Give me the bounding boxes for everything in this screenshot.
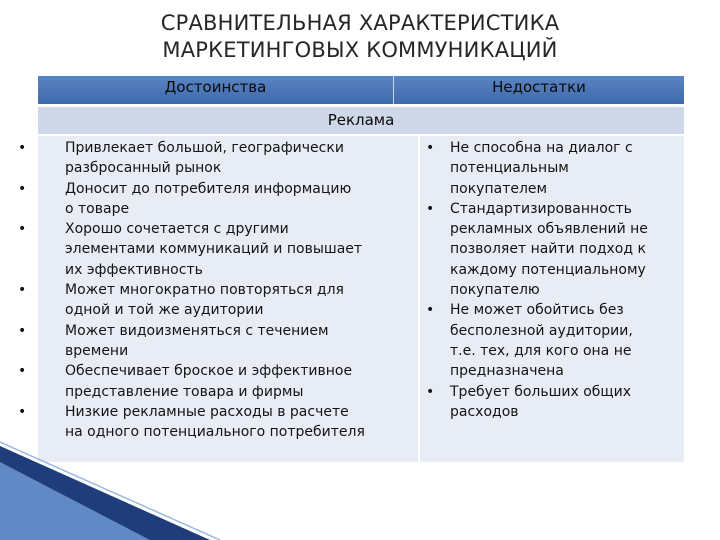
disadvantage-item xyxy=(420,138,684,199)
list-item-text-line: рекламных объявлений не xyxy=(450,221,648,238)
bullet-marker: • xyxy=(426,200,435,217)
list-item-text-line: каждому потенциальному xyxy=(450,261,646,278)
advantages-cell xyxy=(18,136,418,462)
list-item-text-line: Доносит до потребителя информацию xyxy=(65,180,352,197)
bullet-marker: • xyxy=(18,140,27,156)
bullet-marker: • xyxy=(18,403,27,420)
list-item-text-line: о товаре xyxy=(65,200,130,217)
list-item-text-line: Может многократно повторяться для xyxy=(65,282,344,299)
table-body-row xyxy=(18,136,684,462)
advantage-item xyxy=(18,219,418,280)
bullet-marker: • xyxy=(426,383,435,400)
list-item-text-line: Может видоизменяться с течением xyxy=(65,322,329,339)
list-item-text-line: на одного потенциального потребителя xyxy=(65,424,365,441)
disadvantage-item xyxy=(420,199,684,300)
list-item-text-line: т.е. тех, для кого она не xyxy=(450,342,632,359)
list-item-text-line: потенциальным xyxy=(450,160,569,177)
list-item-text-line: Хорошо сочетается с другими xyxy=(65,221,289,238)
bullet-marker: • xyxy=(18,282,27,299)
advantage-item xyxy=(18,138,418,179)
advantage-item xyxy=(18,321,418,362)
advantage-item xyxy=(18,280,418,321)
disadvantage-item xyxy=(420,382,684,423)
advantage-item xyxy=(18,179,418,220)
list-item-text-line: Не может обойтись без xyxy=(450,302,624,319)
disadvantages-list xyxy=(420,138,684,422)
title-line-2: МАРКЕТИНГОВЫХ КОММУНИКАЦИЙ xyxy=(162,38,558,62)
list-item-text-line: времени xyxy=(65,342,129,359)
table-header-row xyxy=(38,76,684,107)
bullet-marker: • xyxy=(18,180,27,197)
list-item-text-line: предназначена xyxy=(450,363,564,380)
header-advantages: Достоинства xyxy=(38,76,394,104)
list-item-text-line: Привлекает большой, географически xyxy=(65,140,344,156)
bullet-marker: • xyxy=(18,322,27,339)
list-item-text-line: позволяет найти подход к xyxy=(450,241,646,258)
disadvantages-cell xyxy=(418,136,684,462)
list-item-text-line: Обеспечивает броское и эффективное xyxy=(65,363,353,380)
list-item-text-line: расходов xyxy=(450,403,519,420)
advantage-item xyxy=(18,361,418,402)
disadvantage-item xyxy=(420,300,684,381)
list-item-text-line: бесполезной аудитории, xyxy=(450,322,633,339)
list-item-text-line: покупателем xyxy=(450,180,548,197)
list-item-text-line: Не способна на диалог с xyxy=(450,140,633,156)
advantages-list xyxy=(18,138,418,442)
list-item-text-line: разбросанный рынок xyxy=(65,160,222,177)
section-label-advertising: Реклама xyxy=(38,107,684,136)
list-item-text-line: покупателю xyxy=(450,282,540,299)
list-item-text-line: одной и той же аудитории xyxy=(65,302,264,319)
page-title xyxy=(0,10,720,64)
bullet-marker: • xyxy=(426,140,435,156)
bullet-marker: • xyxy=(426,302,435,319)
list-item-text-line: представление товара и фирмы xyxy=(65,383,304,400)
list-item-text-line: элементами коммуникаций и повышает xyxy=(65,241,363,258)
bullet-marker: • xyxy=(18,221,27,238)
list-item-text-line: Низкие рекламные расходы в расчете xyxy=(65,403,349,420)
title-line-1: СРАВНИТЕЛЬНАЯ ХАРАКТЕРИСТИКА xyxy=(160,11,560,35)
list-item-text-line: Требует больших общих xyxy=(450,383,632,400)
list-item-text-line: Стандартизированность xyxy=(450,200,632,217)
list-item-text-line: их эффективность xyxy=(65,261,203,278)
decorative-swoosh xyxy=(0,440,720,540)
header-disadvantages: Недостатки xyxy=(492,78,586,96)
advantage-item xyxy=(18,402,418,443)
bullet-marker: • xyxy=(18,363,27,380)
